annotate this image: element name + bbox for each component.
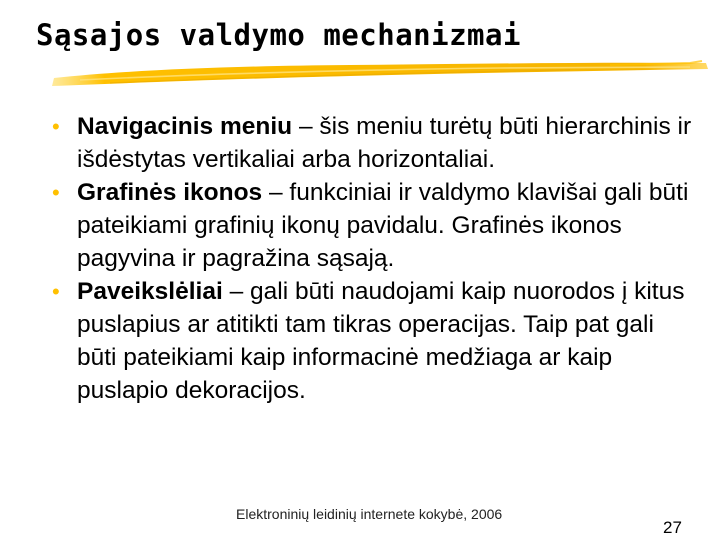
bullet-text: – gali būti naudojami kaip nuorodos į kitus puslapius ar atitikti tam tikras operacijas. Taip pat gali būti pateikiami kaip informacinė medžiaga ar kaip puslapio dekoracijos. [77,278,685,404]
bullet-item-navigation-menu [52,110,692,176]
bullet-text: – šis meniu turėtų būti hierarchinis ir išdėstytas vertikaliai arba horizontaliai. [77,113,692,173]
bullet-term: Paveikslėliai [77,278,223,305]
bullet-marker: • [52,279,60,304]
page-number: 27 [663,518,682,537]
bullet-marker: • [52,180,60,205]
bullet-text: – funkciniai ir valdymo klavišai gali būti pateikiami grafinių ikonų pavidalu. Grafinės ikonos pagyvina ir pagražina sąsają. [77,179,689,272]
bullet-term: Grafinės ikonos [77,179,263,206]
bullet-item-images [52,275,692,407]
bullet-item-graphic-icons [52,176,692,275]
title-underline-brush [50,58,710,92]
footer-text: Elektroninių leidinių internete kokybė, 2006 [236,506,503,522]
bullet-marker: • [52,114,60,139]
slide-title: Sąsajos valdymo mechanizmai [36,18,521,52]
bullet-list [52,110,692,407]
bullet-term: Navigacinis meniu [77,113,293,140]
